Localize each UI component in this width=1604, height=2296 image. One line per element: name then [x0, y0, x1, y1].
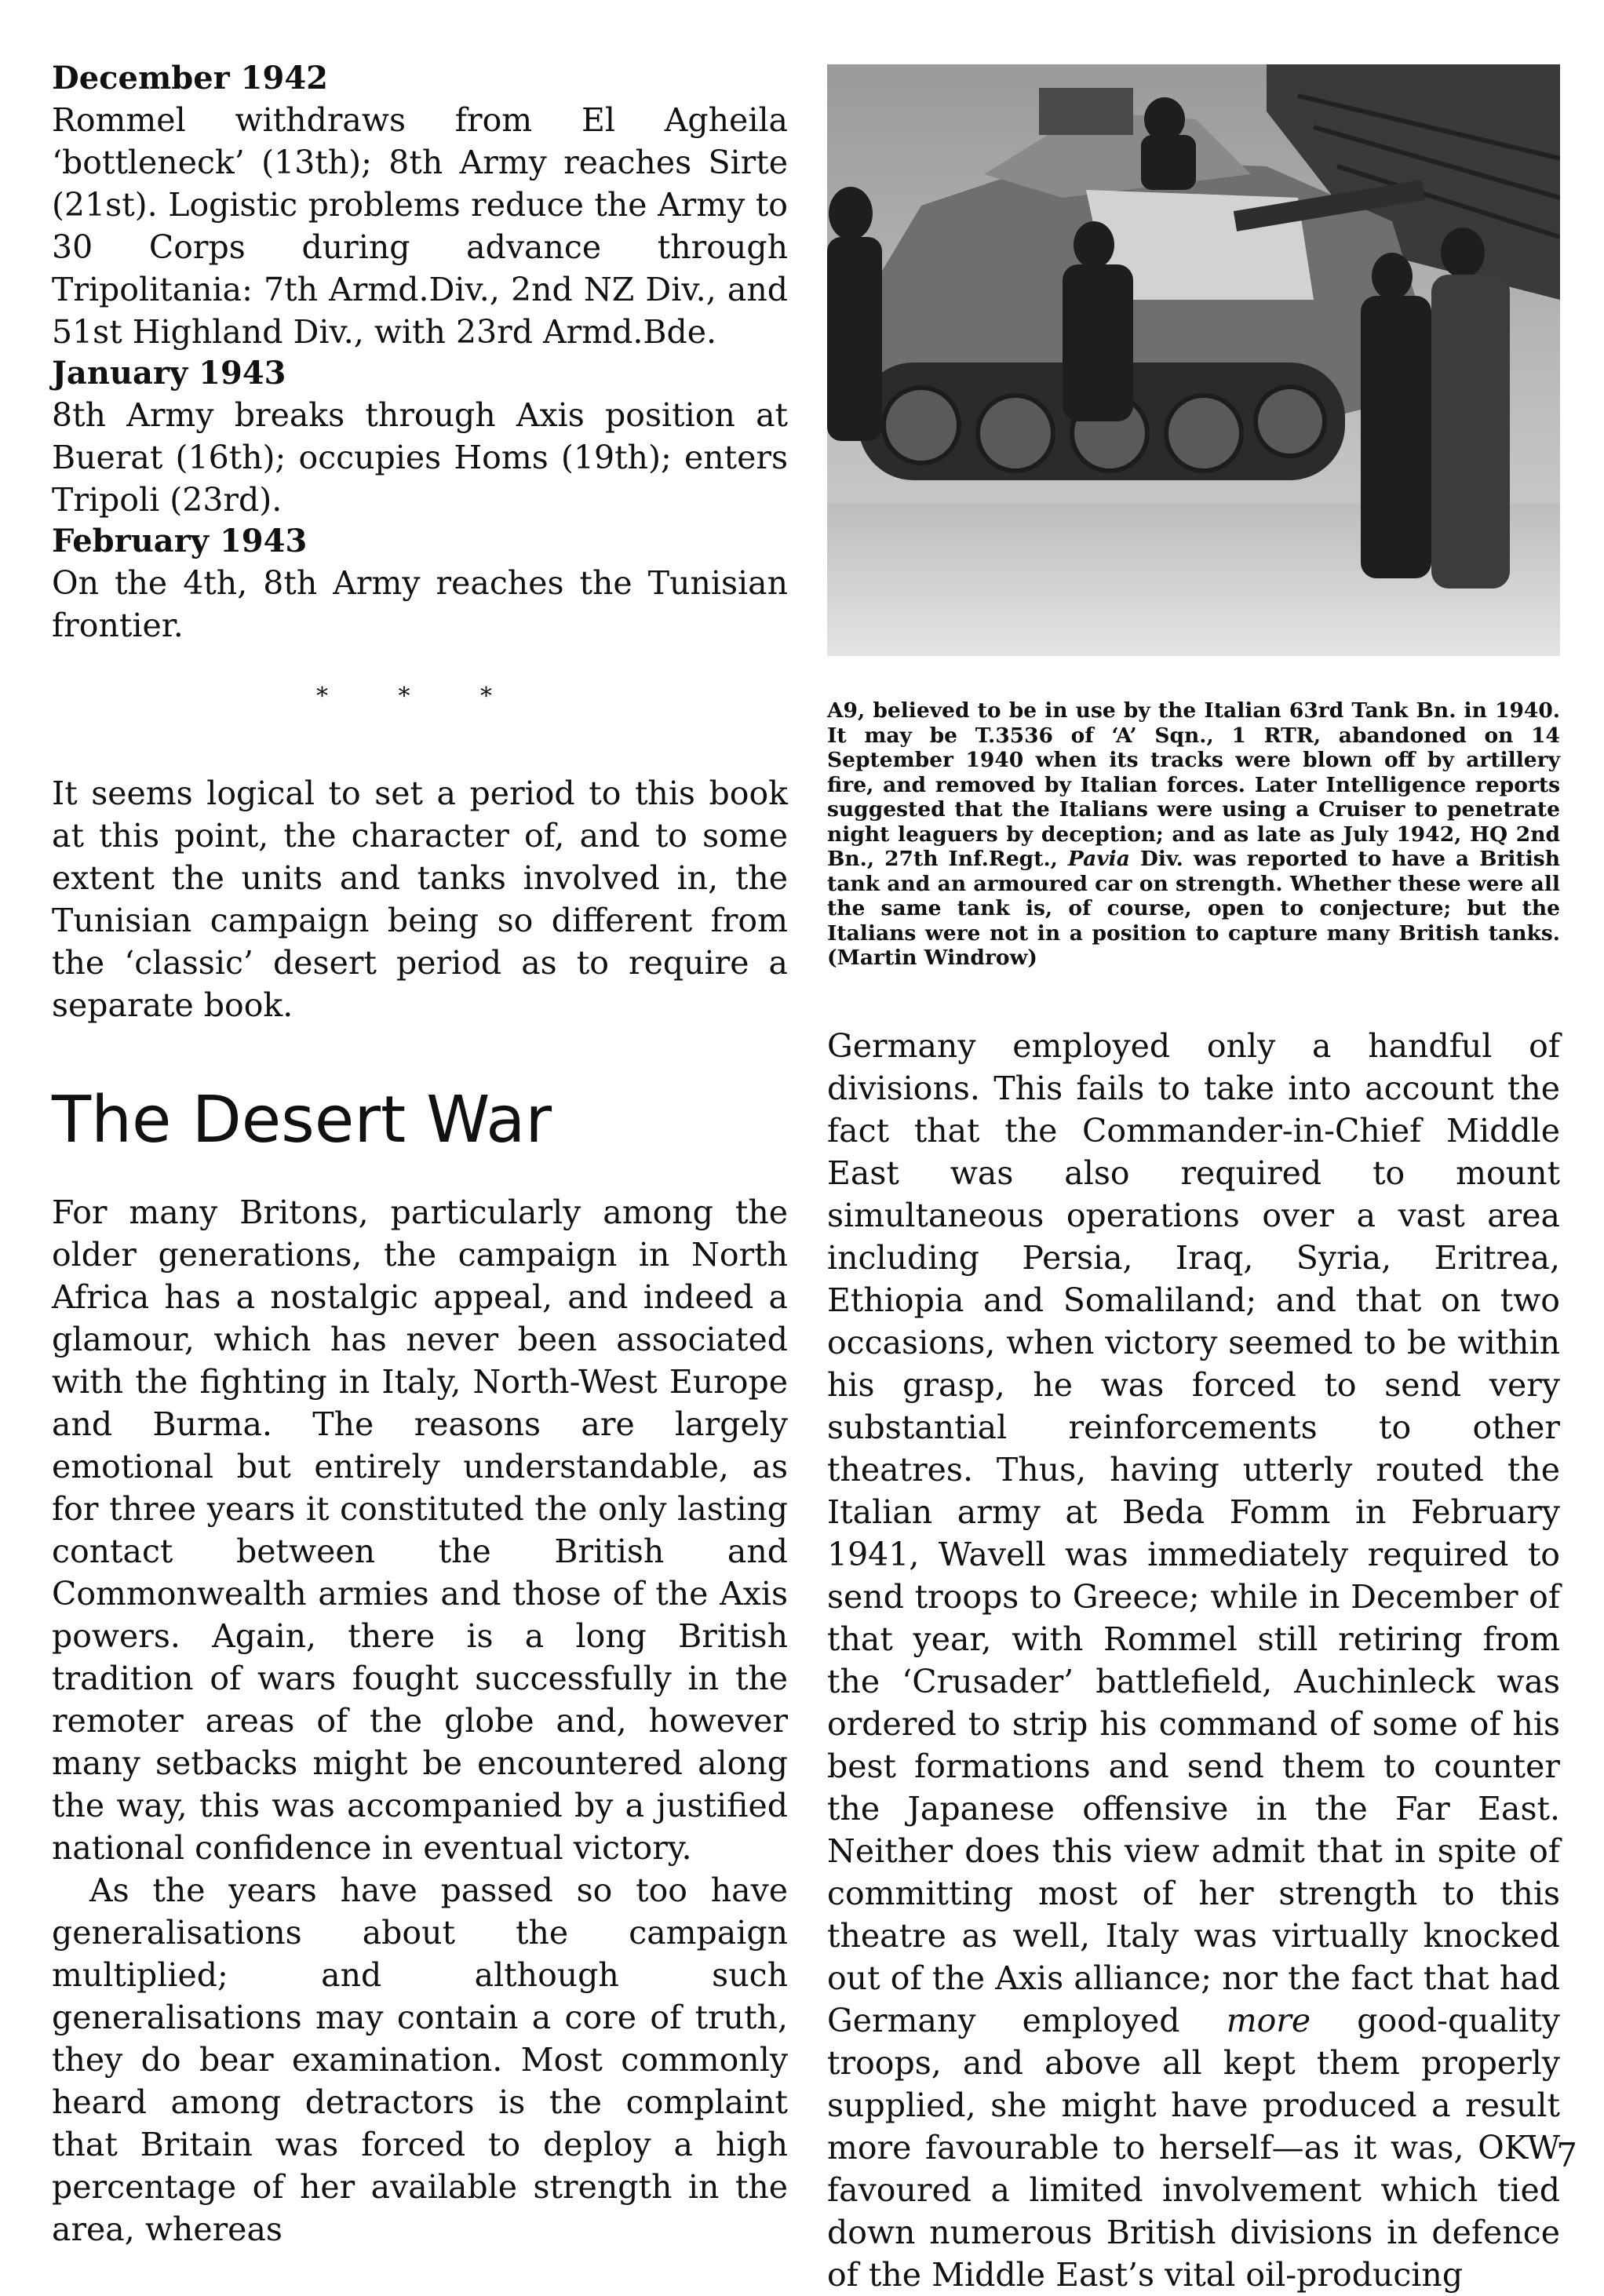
section-title: The Desert War [52, 1083, 552, 1157]
chronology-entry [52, 58, 788, 353]
chronology-text: 8th Army breaks through Axis position at Buerat (16th); occupies Homs (19th); enters Tripoli (23rd). [52, 396, 788, 519]
right-body-italic-term: more [1226, 2002, 1311, 2039]
body-paragraph: For many Britons, particularly among the older generations, the campaign in North Africa has a nostalgic appeal, and indeed a glamour, which has never been associated with the fighting in Italy, North-West Europe and Burma. The reasons are largely emotional but entirely understandable, as for three years it constituted the only lasting contact between the British and Commonwealth armies and those of the Axis powers. Again, there is a long British tradition of wars fought successfully in the remoter areas of the globe and, however many setbacks might be encountered along the way, this was accompanied by a justified national confidence in eventual victory. [52, 1194, 788, 1867]
tank-photo [827, 64, 1560, 656]
chronology [52, 58, 788, 647]
caption-italic-term: Pavia [1067, 847, 1130, 871]
chronology-entry [52, 521, 788, 647]
right-body-text-continued: good-quality troops, and above all kept them properly supplied, she might have produced a result more favourable to herself—as it was, OKW favoured a limited involvement which tied down numerous British divisions in defence of the Middle East’s vital oil-producing [827, 2002, 1560, 2294]
chronology-heading: February 1943 [52, 523, 308, 559]
caption-text-continued: Div. was reported to have a British tank and an armoured car on strength. Whether these were all the same tank is, of course, open to conjecture; but the Italians were not in a position to capture many British tanks. (Martin Windrow) [827, 847, 1560, 970]
chronology-heading: December 1942 [52, 60, 329, 97]
chronology-text: Rommel withdraws from El Agheila ‘bottleneck’ (13th); 8th Army reaches Sirte (21st). Logistic problems reduce the Army to 30 Corps during advance through Tripolitania: 7th Armd.Div., 2nd NZ Div., and 51st Highland Div., with 23rd Armd.Bde. [52, 101, 788, 351]
right-body [827, 1025, 1560, 2296]
tank-photo-illustration [827, 64, 1560, 656]
body-paragraph: As the years have passed so too have generalisations about the campaign multiplied; and although such generalisations may contain a core of truth, they do bear examination. Most commonly heard among detractors is the complaint that Britain was forced to deploy a high percentage of her available strength in the area, whereas [52, 1871, 788, 2248]
intro-paragraph: It seems logical to set a period to this book at this point, the character of, and to some extent the units and tanks involved in, the Tunisian campaign being so different from the ‘classic’ desert period as to require a separate book. [52, 774, 788, 1024]
chronology-entry [52, 353, 788, 521]
caption-text: A9, believed to be in use by the Italian 63rd Tank Bn. in 1940. It may be T.3536 of ‘A’ Sqn., 1 RTR, abandoned on 14 September 1940 when its tracks were blown off by artillery fire, and removed by Italian forces. Later Intelligence reports suggested that the Italians were using a Cruiser to penetrate night leaguers by deception; and as late as July 1942, HQ 2nd Bn., 27th Inf.Regt., [827, 698, 1560, 871]
section-separator: * * * [315, 683, 524, 710]
photo-caption [827, 698, 1560, 971]
chronology-text: On the 4th, 8th Army reaches the Tunisian frontier. [52, 564, 788, 644]
chronology-heading: January 1943 [52, 355, 286, 392]
right-body-text: Germany employed only a handful of divisions. This fails to take into account the fact that the Commander-in-Chief Middle East was also required to mount simultaneous operations over a vast area including Persia, Iraq, Syria, Eritrea, Ethiopia and Somaliland; and that on two occasions, when victory seemed to be within his grasp, he was forced to send very substantial reinforcements to other theatres. Thus, having utterly routed the Italian army at Beda Fomm in February 1941, Wavell was immediately required to send troops to Greece; while in December of that year, with Rommel still retiring from the ‘Crusader’ battlefield, Auchinleck was ordered to strip his command of some of his best formations and send them to counter the Japanese offensive in the Far East. Neither does this view admit that in spite of committing most of her strength to this theatre as well, Italy was virtually knocked out of the Axis alliance; nor the fact that had Germany employed [827, 1027, 1560, 2039]
left-body [52, 1191, 788, 2250]
page-number: 7 [1556, 2136, 1577, 2174]
